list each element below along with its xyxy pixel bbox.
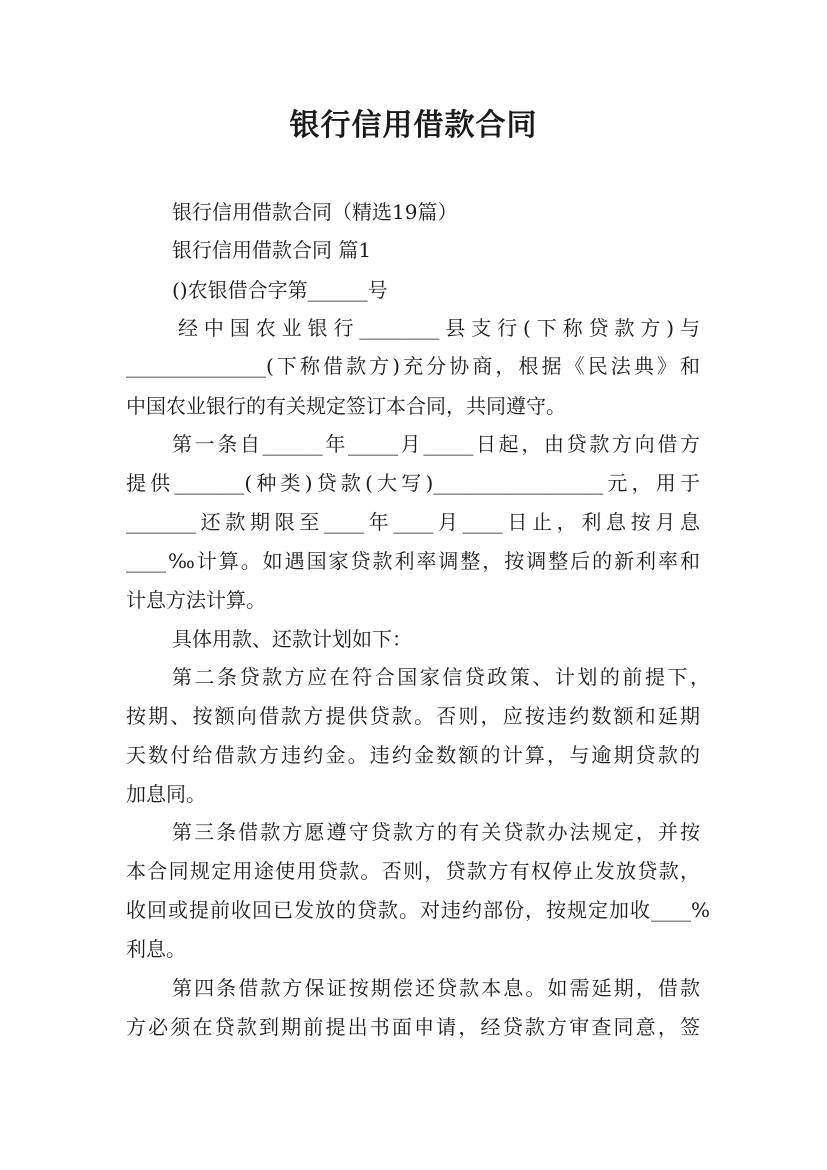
paragraph-line: 第二条贷款方应在符合国家信贷政策、计划的前提下， xyxy=(172,665,710,689)
subtitle-line: 银行信用借款合同（精选19篇） xyxy=(172,200,458,224)
paragraph-line: 利息。 xyxy=(126,937,186,961)
paragraph-line: 具体用款、还款计划如下： xyxy=(172,627,412,651)
section-heading: 银行信用借款合同 篇1 xyxy=(172,238,372,262)
paragraph-line: 按期、按额向借款方提供贷款。否则，应按违约数额和延期 xyxy=(126,704,700,728)
paragraph-line: ______________(下称借款方)充分协商，根据《民法典》和 xyxy=(126,354,700,378)
paragraph-line: 收回或提前收回已发放的贷款。对违约部份，按规定加收____% xyxy=(126,898,710,922)
paragraph-line: 第三条借款方愿遵守贷款方的有关贷款办法规定，并按 xyxy=(172,820,700,844)
paragraph-line: 第四条借款方保证按期偿还贷款本息。如需延期，借款 xyxy=(172,976,700,1000)
document-title: 银行信用借款合同 xyxy=(289,108,538,143)
paragraph-line: ____‰计算。如遇国家贷款利率调整，按调整后的新利率和 xyxy=(126,549,700,573)
paragraph-line: 加息同。 xyxy=(126,782,206,806)
paragraph-line: 方必须在贷款到期前提出书面申请，经贷款方审查同意，签 xyxy=(126,1015,700,1039)
paragraph-line: 提供_______(种类)贷款(大写)_________________元，用于 xyxy=(126,471,700,495)
paragraph-line: 经中国农业银行________县支行(下称贷款方)与 xyxy=(178,316,700,340)
paragraph-line: 本合同规定用途使用贷款。否则，贷款方有权停止发放贷款， xyxy=(126,859,700,883)
paragraph-line: _______还款期限至____年____月____日止，利息按月息 xyxy=(126,510,700,534)
paragraph-line: 天数付给借款方违约金。违约金数额的计算，与逾期贷款的 xyxy=(126,743,700,767)
paragraph-line: 第一条自______年_____月_____日起，由贷款方向借方 xyxy=(172,432,700,456)
paragraph-line: 中国农业银行的有关规定签订本合同，共同遵守。 xyxy=(126,394,566,418)
contract-number-line: ()农银借合字第______号 xyxy=(172,278,388,302)
paragraph-line: 计息方法计算。 xyxy=(126,588,266,612)
